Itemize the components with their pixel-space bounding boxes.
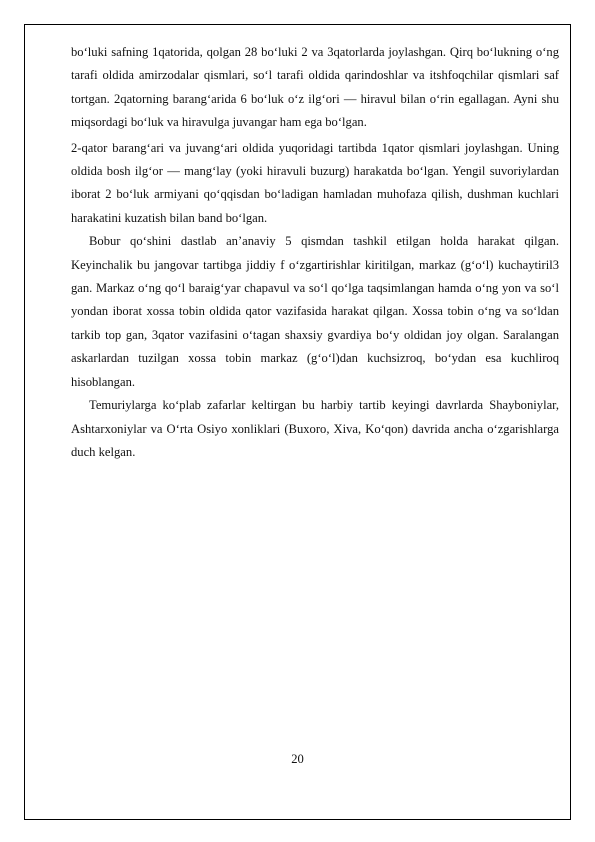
- paragraph-bobur-army: Bobur qo‘shini dastlab an’anaviy 5 qismdan tashkil etilgan holda harakat qilgan. Keyinchalik bu jangovar tartibga jiddiy f o‘zgartirishlar kiritilgan, markaz (g‘o‘l) kuchaytiril3 gan. Markaz o‘ng qo‘l baraig‘yar chapavul va so‘l qo‘lga taqsimlangan hamda o‘ng yon va so‘l yondan iborat xossa tobin oldida qator vazifasida harakat qilgan. Xossa tobin o‘ng va so‘ldan tarkib top gan, 3qator vazifasini o‘tagan shaxsiy gvardiya bo‘y oldidan joy olgan. Saralangan askarlardan tuzilgan xossa tobin markaz (g‘o‘l)dan kuchsizroq, bo‘ydan esa kuchliroq hisoblangan.: [71, 234, 559, 389]
- page-number: 20: [291, 752, 304, 766]
- page-body: [71, 41, 559, 464]
- paragraph-later-periods: Temuriylarga ko‘plab zafarlar keltirgan bu harbiy tartib keyingi davrlarda Shayboniylar, Ashtarxoniylar va O‘rta Osiyo xonliklari (Buxoro, Xiva, Ko‘qon) davrida ancha o‘zgarishlarga duch kelgan.: [71, 398, 559, 459]
- paragraph-continuation: bo‘luki safning 1qatorida, qolgan 28 bo‘luki 2 va 3qatorlarda joylashgan. Qirq bo‘lukning o‘ng tarafi oldida amirzodalar qismlari, so‘l tarafi oldida qarindoshlar va itshfoqchilar qismlari saf tortgan. 2qatorning barang‘arida 6 bo‘luk o‘z ilg‘ori — hiravul bilan o‘rin egallagan. Ayni shu miqsordagi bo‘luk va hiravulga juvangar ham ega bo‘lgan.: [71, 45, 559, 130]
- paragraph-second-line-formation: 2-qator barang‘ari va juvang‘ari oldida yuqoridagi tartibda 1qator qismlari joylashgan. Uning oldida bosh ilg‘or — mang‘lay (yoki hiravuli buzurg) harakatda bo‘lgan. Yengil suvoriylardan iborat 2 bo‘luk armiyani qo‘qqisdan bo‘ladigan hamladan muhofaza qilish, dushman kuchlari harakatini kuzatish bilan band bo‘lgan.: [71, 140, 559, 225]
